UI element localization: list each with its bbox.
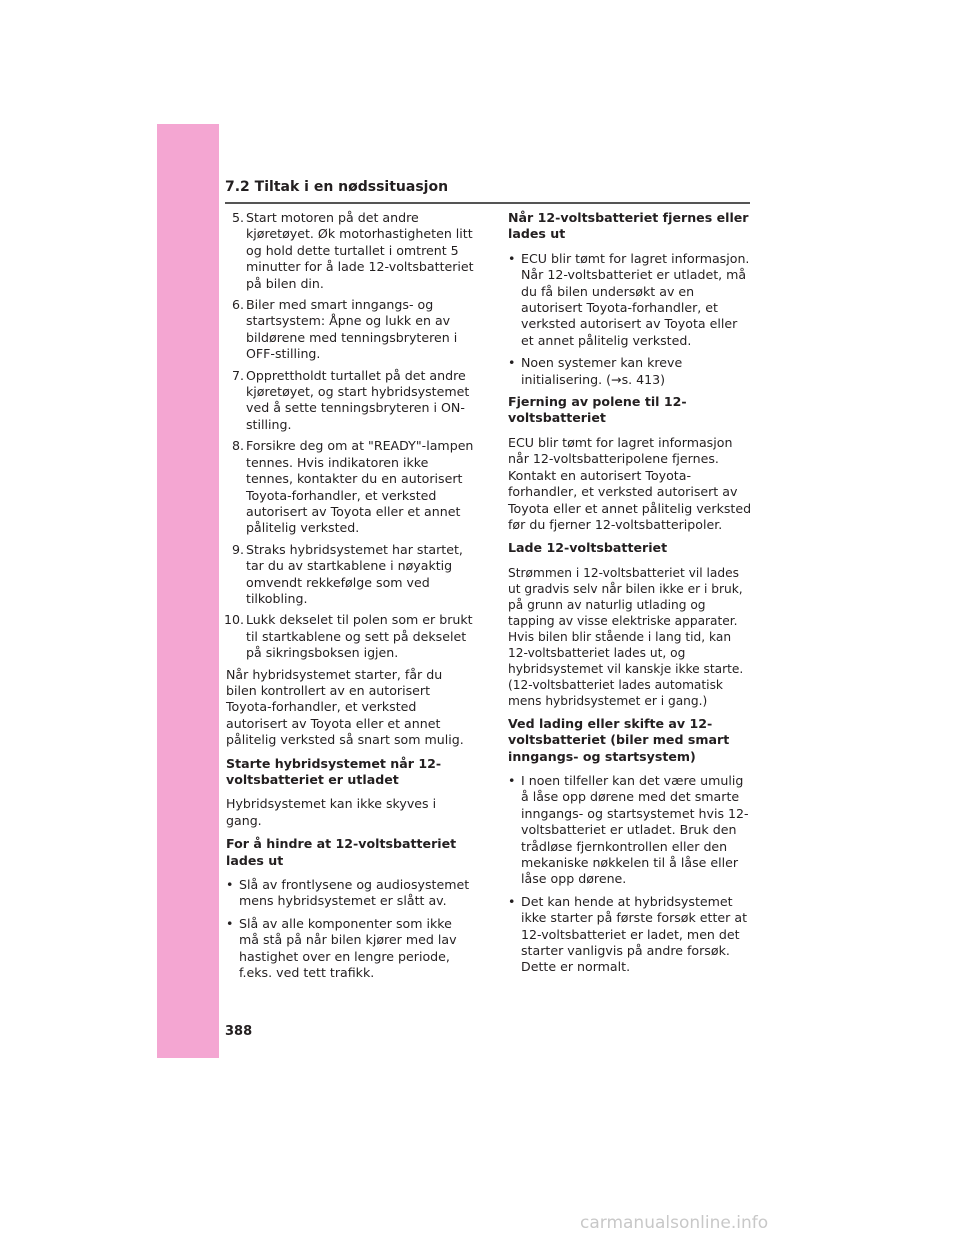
step-item: 6. Biler med smart inngangs- og startsystem: Åpne og lukk en av bildørene med tenningsbryteren i OFF-stilling. <box>231 297 458 362</box>
list-item: • I noen tilfeller kan det være umulig å låse opp dørene med det smarte inngangs- og startsystemet hvis 12-voltsbatteriet er utladet. Bruk den trådløse fjernkontrollen eller den mekaniske nøkkelen til å låse eller låse opp dørene. <box>508 772 749 887</box>
subheading: Starte hybridsystemet når 12-voltsbatteriet er utladet <box>226 755 442 787</box>
step-item: 9. Straks hybridsystemet har startet, tar du av startkablene i nøyaktig omvendt rekkefølge som ved tilkobling. <box>231 541 463 606</box>
list-item: • Noen systemer kan kreve initialisering. (→s. 413) <box>508 355 683 387</box>
info-paragraph: Strømmen i 12-voltsbatteriet vil lades ut gradvis selv når bilen ikke er i bruk, på grunn av naturlig utlading og tapping av visse elektriske apparater. Hvis bilen blir stående i lang tid, kan 12-voltsbatteriet lades ut, og hybridsystemet vil kanskje ikke starte. (12-voltsbatteriet lades automatisk mens hybridsystemet er i gang.) <box>508 565 744 708</box>
subheading: Lade 12-voltsbatteriet <box>508 540 668 556</box>
header-divider <box>225 202 750 204</box>
subheading: Ved lading eller skifte av 12-voltsbatteriet (biler med smart inngangs- og startsystem) <box>508 715 730 764</box>
section-color-bar <box>157 124 219 1058</box>
subheading: Når 12-voltsbatteriet fjernes eller lades ut <box>508 210 749 242</box>
section-title: 7.2 Tiltak i en nødssituasjon <box>225 179 449 195</box>
step-item: 7. Opprettholdt turtallet på det andre kjøretøyet, og start hybridsystemet ved å sette tenningsbryteren i ON-stilling. <box>231 367 470 432</box>
list-item: • Det kan hende at hybridsystemet ikke starter på første forsøk etter at 12-voltsbatteriet er ladet, men det starter vanligvis på andre forsøk. Dette er normalt. <box>508 893 748 975</box>
info-paragraph: Når hybridsystemet starter, får du bilen kontrollert av en autorisert Toyota-forhandler, et verksted autorisert av Toyota eller et annet pålitelig verksted så snart som mulig. <box>226 666 464 748</box>
info-paragraph: Hybridsystemet kan ikke skyves i gang. <box>226 796 437 828</box>
list-item: • ECU blir tømt for lagret informasjon. Når 12-voltsbatteriet er utladet, må du få bilen undersøkt av en autorisert Toyota-forhandler, et verksted autorisert av Toyota eller et annet pålitelig verksted. <box>508 250 750 348</box>
page-number: 388 <box>225 1024 253 1039</box>
watermark: carmanualsonline.info <box>580 1213 769 1233</box>
step-item: 10. Lukk dekselet til polen som er brukt til startkablene og sett på dekselet på sikringsboksen igjen. <box>223 612 473 661</box>
right-column <box>508 210 753 982</box>
list-item: • Slå av frontlysene og audiosystemet mens hybridsystemet er slått av. <box>226 877 470 909</box>
left-column <box>223 210 474 987</box>
info-paragraph: ECU blir tømt for lagret informasjon når 12-voltsbatteripolene fjernes. Kontakt en autorisert Toyota-forhandler, et verksted autorisert av Toyota eller et annet pålitelig verksted før du fjerner 12-voltsbatteripoler. <box>508 434 752 532</box>
subheading: Fjerning av polene til 12-voltsbatteriet <box>508 394 687 426</box>
list-item: • Slå av alle komponenter som ikke må stå på når bilen kjører med lav hastighet over en lengre periode, f.eks. ved tett trafikk. <box>226 915 457 981</box>
step-item: 5. Start motoren på det andre kjøretøyet. Øk motorhastigheten litt og hold dette turtallet i omtrent 5 minutter for å lade 12-voltsbatteriet på bilen din. <box>231 210 474 291</box>
subheading: For å hindre at 12-voltsbatteriet lades ut <box>226 836 457 868</box>
step-item: 8. Forsikre deg om at "READY"-lampen tennes. Hvis indikatoren ikke tennes, kontakter du en autorisert Toyota-forhandler, et verksted autorisert av Toyota eller et annet pålitelig verksted. <box>231 438 474 536</box>
